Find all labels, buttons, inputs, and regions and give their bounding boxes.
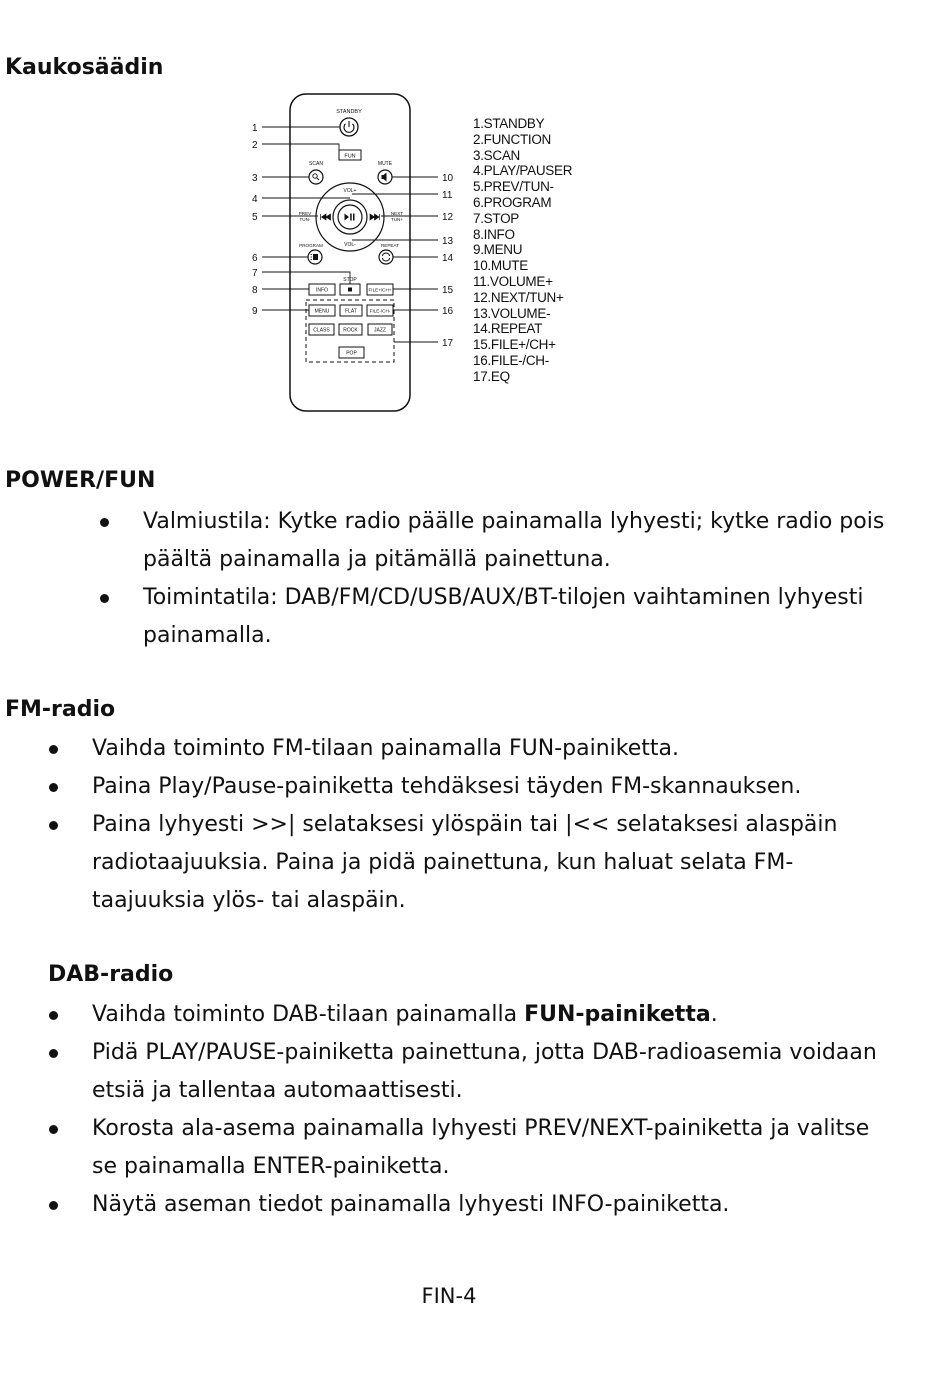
jazz-label: JAZZ	[374, 327, 386, 334]
legend-item: 5.PREV/TUN-	[473, 179, 554, 195]
line: Vaihda toiminto FM-tilaan painamalla FUN-painiketta.	[92, 736, 679, 761]
legend-item: 16.FILE-/CH-	[473, 352, 549, 368]
line-text: .	[710, 1002, 718, 1027]
prev-label-2: TUN-	[299, 217, 311, 222]
callout-16: 16	[442, 306, 454, 317]
list-item	[92, 1034, 937, 1110]
dab-radio-list	[92, 996, 937, 1224]
callout-11: 11	[442, 190, 453, 201]
legend-item: 1.STANDBY	[473, 116, 545, 131]
next-label-1: NEXT	[390, 211, 404, 216]
line: etsiä ja tallentaa automaattisesti.	[92, 1078, 463, 1103]
vol-plus-label: VOL+	[343, 188, 357, 194]
list-item	[92, 768, 937, 806]
legend-item: 17.EQ	[473, 368, 510, 384]
legend-item: 15.FILE+/CH+	[473, 337, 556, 353]
line: Toimintatila: DAB/FM/CD/USB/AUX/BT-tilojen vaihtaminen lyhyesti	[143, 585, 864, 610]
pop-label: POP	[346, 350, 357, 357]
callout-2: 2	[252, 140, 258, 151]
rock-label: ROCK	[343, 327, 358, 334]
program-label: PROGRAM	[299, 243, 323, 248]
line: Paina lyhyesti >>| selataksesi ylöspäin tai |<< selataksesi alaspäin	[92, 812, 838, 837]
legend-item: 10.MUTE	[473, 258, 528, 274]
line: Pidä PLAY/PAUSE-painiketta painettuna, jotta DAB-radioasemia voidaan	[92, 1040, 877, 1065]
line: radiotaajuuksia. Paina ja pidä painettuna, kun haluat selata FM-	[92, 850, 794, 875]
callout-9: 9	[252, 306, 258, 317]
standby-label: STANDBY	[336, 109, 362, 115]
bullet-icon	[49, 1049, 58, 1058]
callout-17: 17	[442, 338, 454, 349]
legend-item: 2.FUNCTION	[473, 131, 552, 147]
bullet-icon	[49, 821, 58, 830]
play-pause-button	[338, 205, 362, 229]
callout-10: 10	[442, 173, 454, 184]
list-item	[143, 579, 933, 655]
legend-item: 11.VOLUME+	[473, 273, 553, 289]
legend-item: 7.STOP	[473, 210, 519, 226]
line: Paina Play/Pause-painiketta tehdäksesi täyden FM-skannauksen.	[92, 774, 802, 799]
fun-label: FUN	[344, 153, 356, 160]
repeat-label: REPEAT	[380, 243, 400, 248]
line: Korosta ala-asema painamalla lyhyesti PREV/NEXT-painiketta ja valitse	[92, 1116, 870, 1141]
power-fun-heading: POWER/FUN	[5, 468, 156, 493]
class-label: CLASS	[313, 327, 330, 334]
bullet-icon	[49, 783, 58, 792]
legend-item: 9.MENU	[473, 242, 523, 258]
stop-label: STOP	[343, 277, 357, 283]
list-item	[92, 996, 937, 1034]
callout-4: 4	[252, 194, 258, 205]
legend-item: 12.NEXT/TUN+	[473, 289, 564, 305]
callout-7: 7	[252, 268, 258, 279]
scan-button	[309, 170, 323, 184]
list-item	[92, 806, 937, 920]
page-number: FIN-4	[421, 1284, 477, 1308]
line: taajuuksia ylös- tai alaspäin.	[92, 888, 406, 913]
callout-15: 15	[442, 285, 454, 296]
menu-label: MENU	[314, 308, 330, 315]
list-item	[92, 1110, 937, 1186]
remote-control-diagram	[245, 92, 635, 414]
vol-minus-label: VOL-	[344, 242, 356, 248]
callout-1: 1	[252, 123, 258, 134]
file-plus-label: FILE+/CH+	[368, 287, 392, 293]
fm-radio-heading: FM-radio	[5, 697, 116, 722]
line: painamalla.	[143, 623, 272, 648]
prev-label-1: PREV	[298, 211, 312, 216]
callout-12: 12	[442, 212, 454, 223]
bullet-icon	[49, 745, 58, 754]
callout-8: 8	[252, 285, 258, 296]
legend-item: 3.SCAN	[473, 147, 520, 163]
scan-label: SCAN	[309, 161, 323, 167]
dab-radio-heading: DAB-radio	[48, 962, 174, 987]
bullet-icon	[49, 1201, 58, 1210]
remote-legend	[473, 116, 572, 385]
legend-item: 8.INFO	[473, 226, 515, 242]
line: Valmiustila: Kytke radio päälle painamalla lyhyesti; kytke radio pois	[143, 509, 885, 534]
list-item	[92, 1186, 937, 1224]
power-fun-list	[143, 503, 933, 655]
file-minus-label: FILE-/CH-	[369, 308, 391, 314]
callout-14: 14	[442, 253, 454, 264]
legend-item: 13.VOLUME-	[473, 305, 551, 321]
callout-6: 6	[252, 253, 258, 264]
fm-radio-list	[92, 730, 937, 920]
bullet-icon	[100, 518, 109, 527]
callout-13: 13	[442, 236, 454, 247]
list-item	[143, 503, 933, 579]
info-label: INFO	[316, 287, 328, 294]
line	[92, 996, 937, 1034]
legend-item: 4.PLAY/PAUSER	[473, 163, 573, 179]
mute-label: MUTE	[377, 161, 393, 167]
fun-button-emphasis: FUN-painiketta	[524, 1002, 711, 1027]
callout-3: 3	[252, 173, 258, 184]
line: se painamalla ENTER-painiketta.	[92, 1154, 450, 1179]
bullet-icon	[49, 1011, 58, 1020]
callout-5: 5	[252, 212, 258, 223]
repeat-button	[379, 250, 393, 264]
bullet-icon	[49, 1125, 58, 1134]
list-item	[92, 730, 937, 768]
line-text: Vaihda toiminto DAB-tilaan painamalla	[92, 1002, 525, 1027]
flat-label: FLAT	[345, 308, 357, 315]
legend-item: 6.PROGRAM	[473, 194, 552, 210]
page-title: Kaukosäädin	[5, 55, 164, 80]
next-label-2: TUN+	[390, 217, 404, 222]
line: päältä painamalla ja pitämällä painettuna.	[143, 547, 611, 572]
bullet-icon	[100, 594, 109, 603]
legend-item: 14.REPEAT	[473, 321, 543, 337]
line: Näytä aseman tiedot painamalla lyhyesti INFO-painiketta.	[92, 1192, 730, 1217]
